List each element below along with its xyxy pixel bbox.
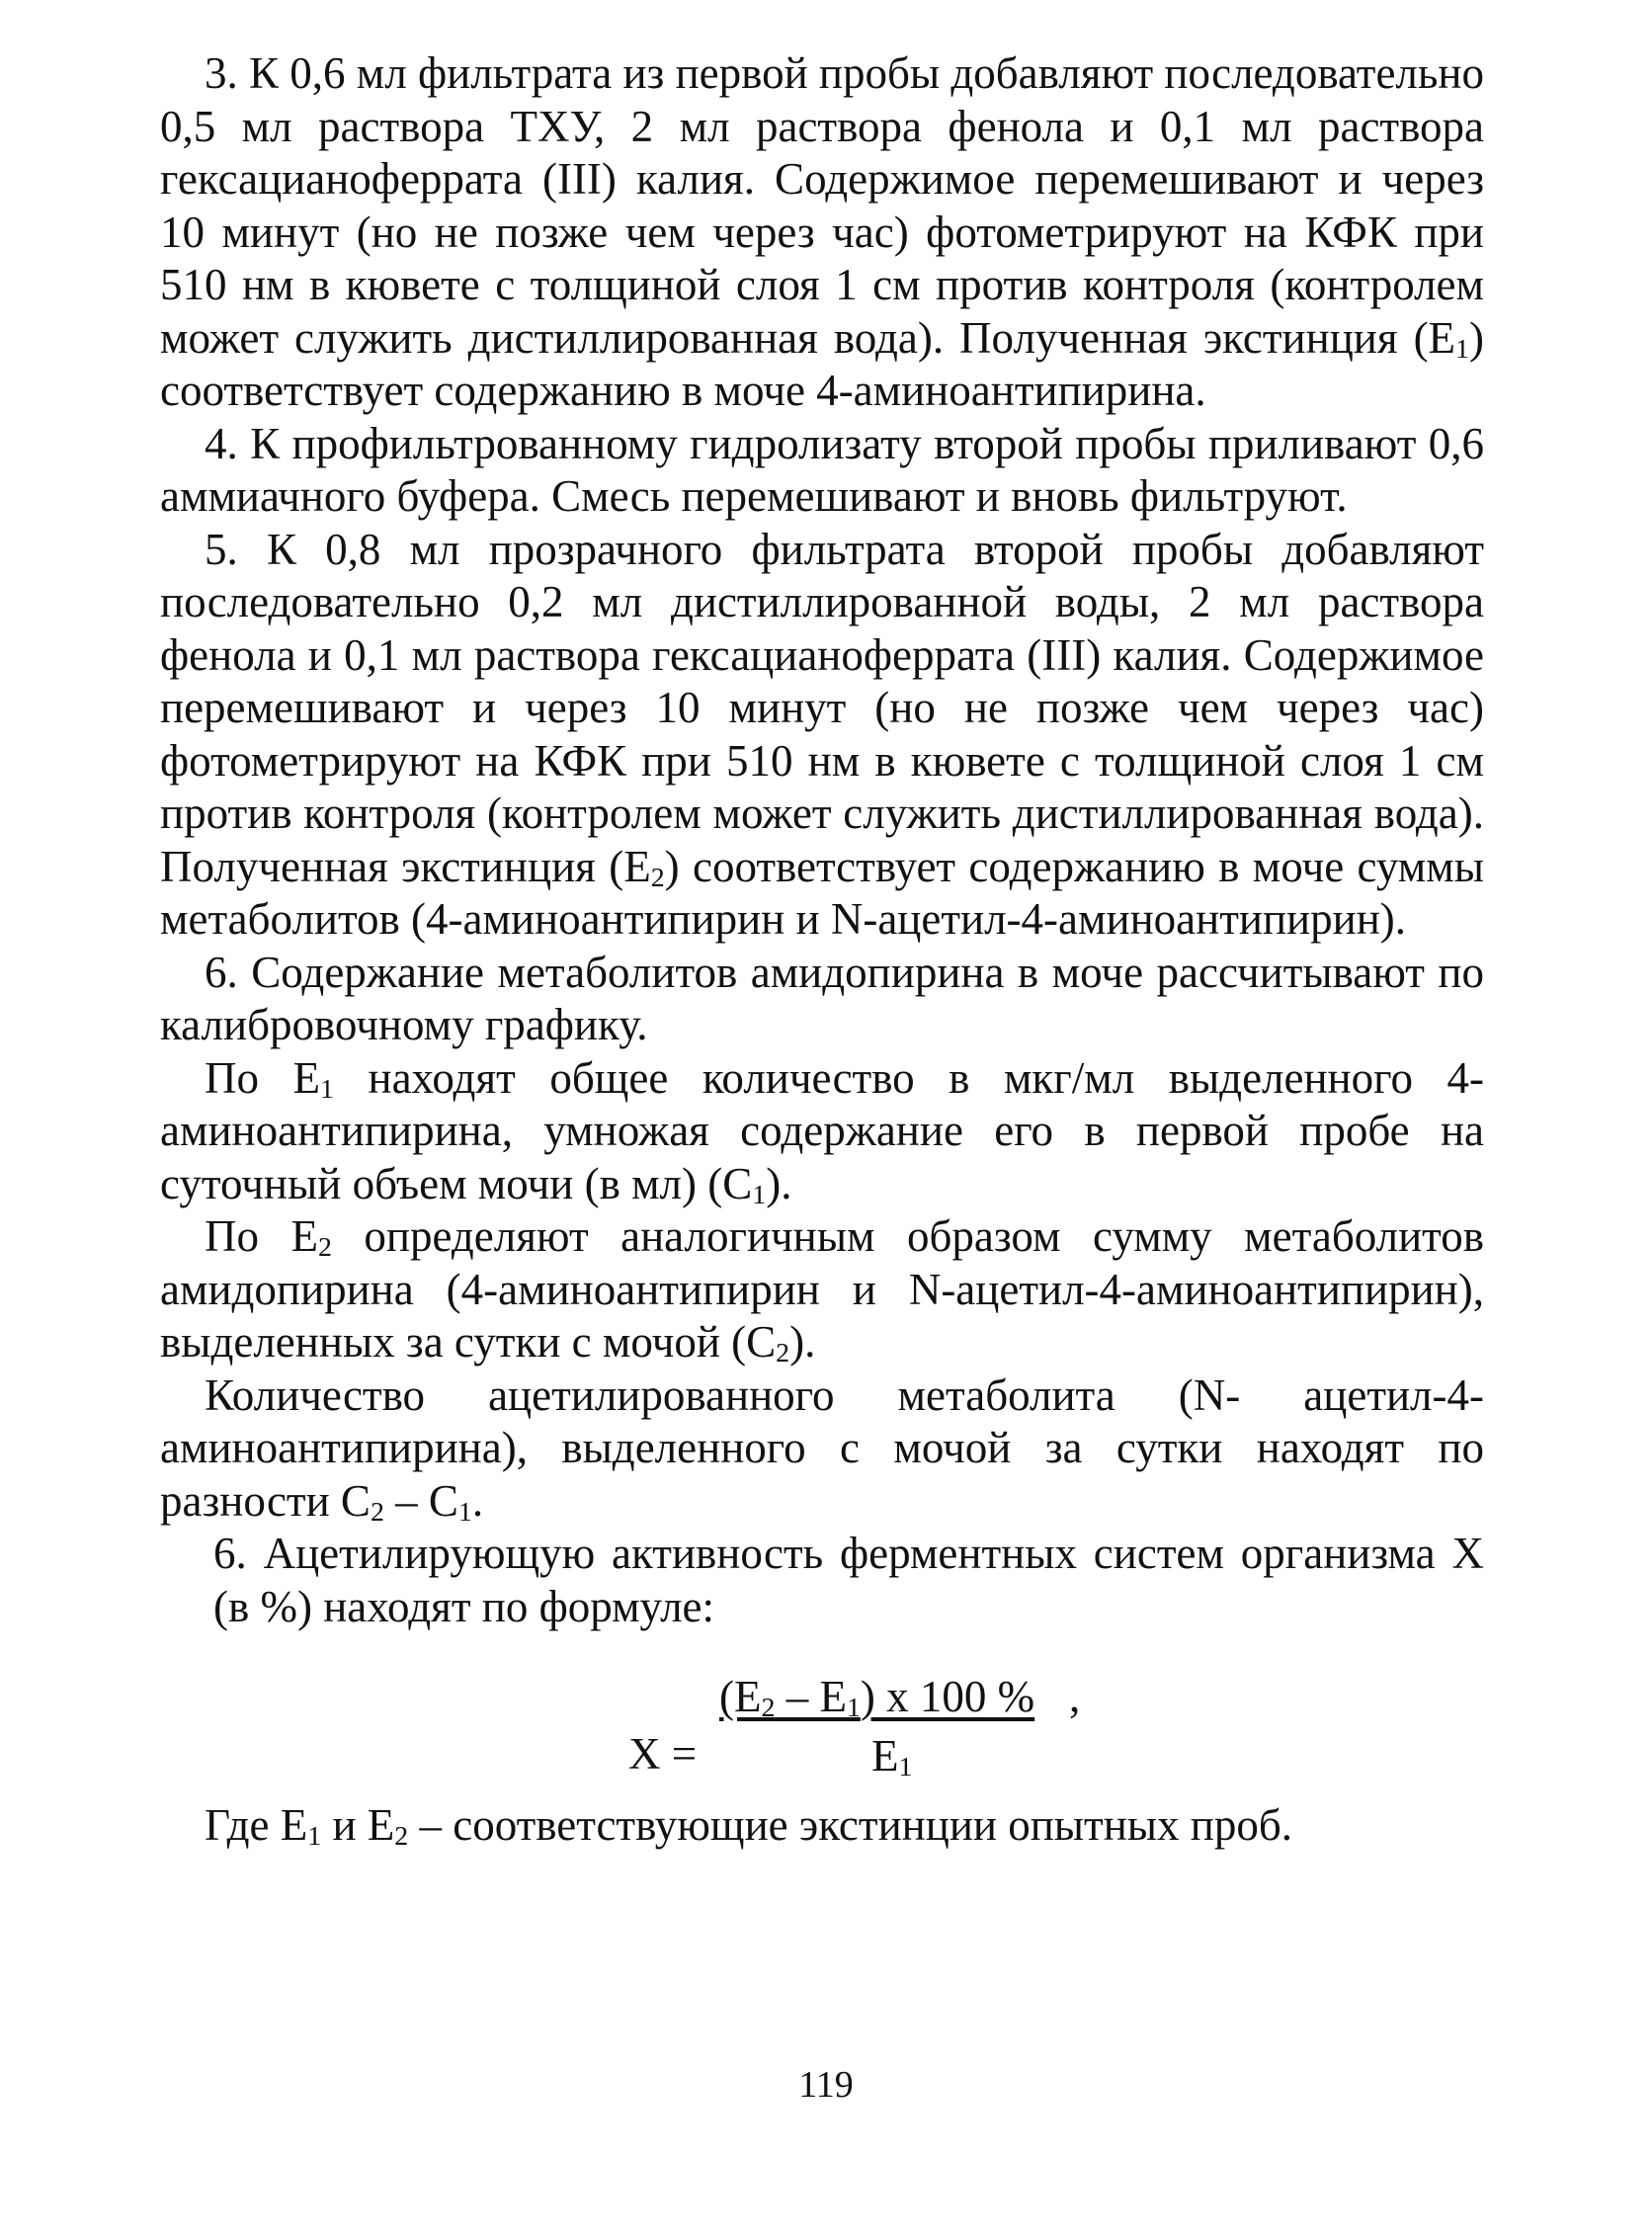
paragraph-step-5: 5. К 0,8 мл прозрачного фильтрата второй пробы добавляют последовательно 0,2 мл дистиллированной воды, 2 мл раствора фенола и 0,1 мл раствора гексацианоферрата (III) калия. Содержимое перемешивают и через 10 минут (но не позже чем через час) фотометрируют на КФК при 510 нм в кювете с толщиной слоя 1 см против контроля (контролем может служить дистиллированная вода). Полученная экстинция $(E_2)$ соответствует содержанию в моче суммы метаболитов (4-аминоантипирин и N-ацетил-4-аминоантипирин). [160,524,1484,944]
formula-comma: , [1069,1672,1081,1721]
page-number: 119 [798,2064,854,2106]
formula-legend: Где $E_1$ и $E_2$ – соответствующие экстинции опытных проб. [205,1800,1293,1853]
formula-denominator: $E_1$ [871,1731,913,1783]
formula-block [160,1661,1484,1799]
paragraph-step-4: 4. К профильтрованному гидролизату второй пробы приливают 0,6 аммиачного буфера. Смесь перемешивают и вновь фильтруют. [160,418,1484,521]
paragraph-step-3: 3. К 0,6 мл фильтрата из первой пробы добавляют последовательно 0,5 мл раствора ТХУ, 2 мл раствора фенола и 0,1 мл раствора гексацианоферрата (III) калия. Содержимое перемешивают и через 10 минут (но не позже чем через час) фотометрируют на КФК при 510 нм в кювете с толщиной слоя 1 см против контроля (контролем может служить дистиллированная вода). Полученная экстинция $(E_1)$ соответствует содержанию в моче 4-аминоантипирина. [160,48,1484,415]
document-page [160,47,1484,1853]
paragraph-difference: Количество ацетилированного метаболита (N- ацетил-4-аминоантипирина), выделенного с мочой за сутки находят по разности $C_2 - C_1$. [160,1369,1484,1528]
formula-lhs: X = [628,1729,698,1779]
formula-numerator: $(E_2 - E_1)$ x 100 % [719,1672,1035,1724]
paragraph-e1: По $E_1$ находят общее количество в мкг/мл выделенного 4-аминоантипирина, умножая содержание его в первой пробе на суточный объем мочи (в мл) $(C_1)$. [160,1052,1484,1210]
paragraph-e2: По $E_2$ определяют аналогичным образом сумму метаболитов амидопирина (4-аминоантипирин и N-ацетил-4-аминоантипирин), выделенных за сутки с мочой $(C_2)$. [160,1211,1484,1369]
paragraph-formula-intro: 6. Ацетилирующую активность ферментных систем организма X (в %) находят по формуле: [213,1529,1484,1631]
paragraph-step-6: 6. Содержание метаболитов амидопирина в моче рассчитывают по калибровочному графику. [160,947,1484,1049]
